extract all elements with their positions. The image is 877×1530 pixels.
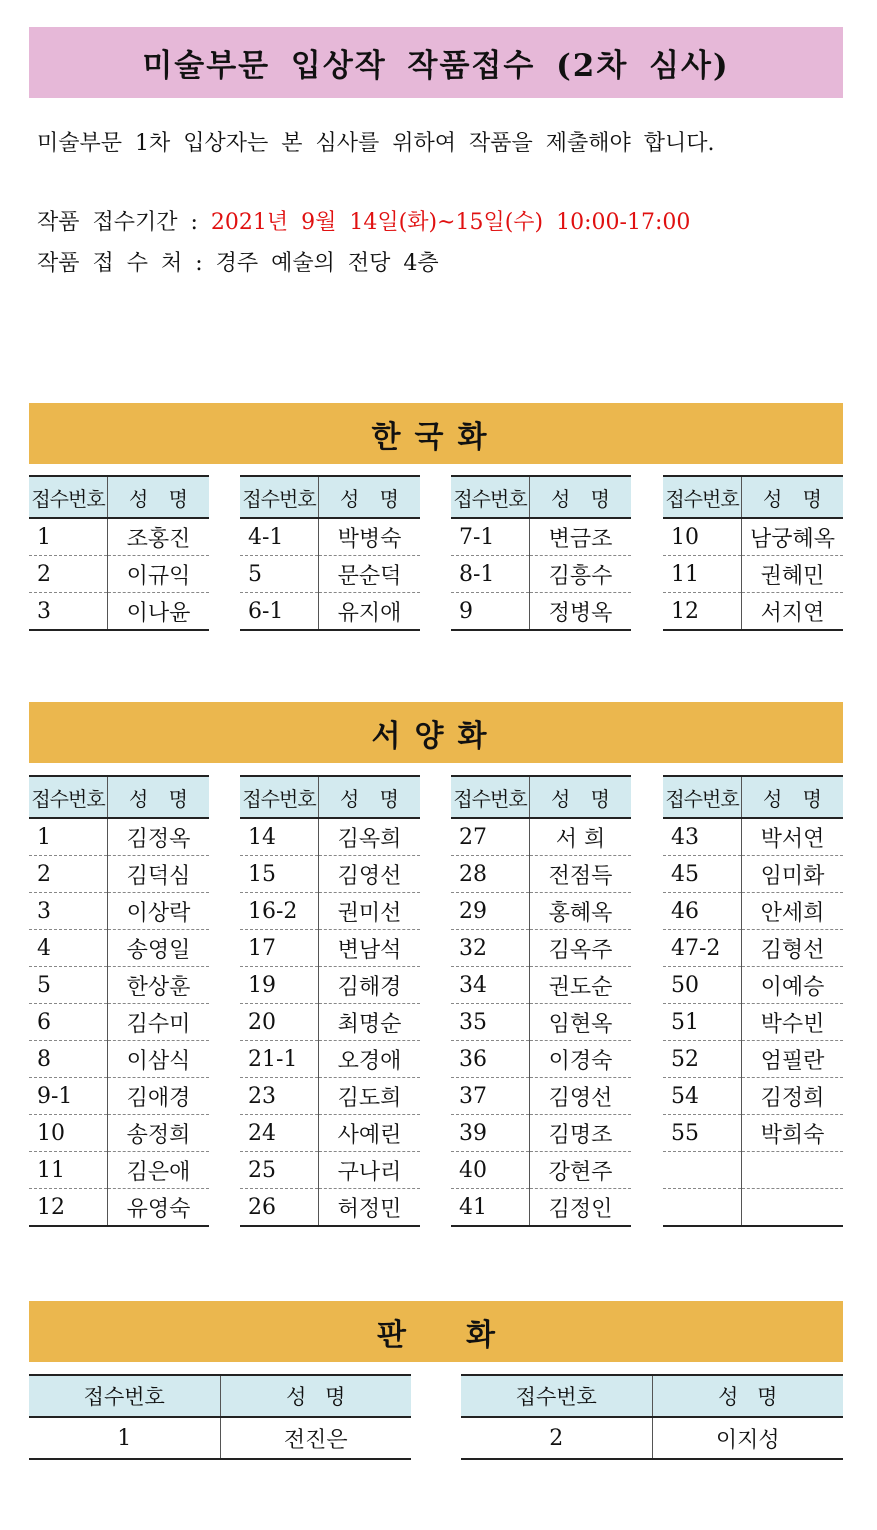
table-row xyxy=(451,593,631,631)
header-row xyxy=(451,476,631,518)
applicant-name: 김영선 xyxy=(319,856,421,893)
registration-number: 32 xyxy=(451,930,530,967)
applicant-name: 김흥수 xyxy=(530,556,632,593)
registration-number: 54 xyxy=(663,1078,742,1115)
applicant-name: 엄필란 xyxy=(742,1041,844,1078)
table-row xyxy=(240,856,420,893)
registration-number: 4 xyxy=(29,930,108,967)
registration-number: 9-1 xyxy=(29,1078,108,1115)
registration-number: 5 xyxy=(240,556,319,593)
number-header: 접수번호 xyxy=(461,1375,652,1417)
print-table-1 xyxy=(29,1374,411,1460)
table-row xyxy=(240,556,420,593)
registration-number: 1 xyxy=(29,1417,220,1459)
registration-number: 41 xyxy=(451,1189,530,1227)
name-header: 성 명 xyxy=(652,1375,843,1417)
applicant-name: 이삼식 xyxy=(108,1041,210,1078)
applicant-name: 강현주 xyxy=(530,1152,632,1189)
name-header: 성 명 xyxy=(108,776,210,818)
registration-number: 51 xyxy=(663,1004,742,1041)
applicant-name: 김정인 xyxy=(530,1189,632,1227)
applicant-name: 김애경 xyxy=(108,1078,210,1115)
table-row xyxy=(451,893,631,930)
table-row xyxy=(451,967,631,1004)
applicant-name: 허정민 xyxy=(319,1189,421,1227)
registration-number: 10 xyxy=(663,518,742,556)
registration-number: 6-1 xyxy=(240,593,319,631)
registration-number: 12 xyxy=(29,1189,108,1227)
applicant-name: 김명조 xyxy=(530,1115,632,1152)
table-row xyxy=(240,1189,420,1227)
registration-number: 3 xyxy=(29,593,108,631)
table-row xyxy=(663,818,843,856)
name-header: 성 명 xyxy=(220,1375,411,1417)
table-row xyxy=(663,1041,843,1078)
registration-number: 35 xyxy=(451,1004,530,1041)
applicant-name: 서지연 xyxy=(742,593,844,631)
table-row xyxy=(663,967,843,1004)
place-label: 작품 접 수 처 : xyxy=(37,251,216,276)
table-row xyxy=(29,856,209,893)
table-row xyxy=(451,1041,631,1078)
applicant-name: 한상훈 xyxy=(108,967,210,1004)
applicant-name: 조홍진 xyxy=(108,518,210,556)
name-header: 성 명 xyxy=(108,476,210,518)
table-row xyxy=(451,556,631,593)
applicant-name: 사예린 xyxy=(319,1115,421,1152)
table-row xyxy=(240,593,420,631)
registration-number: 2 xyxy=(29,856,108,893)
applicant-name: 서 희 xyxy=(530,818,632,856)
applicant-name: 권미선 xyxy=(319,893,421,930)
table-row xyxy=(240,1152,420,1189)
applicant-name: 이경숙 xyxy=(530,1041,632,1078)
registration-number: 26 xyxy=(240,1189,319,1227)
table-row xyxy=(663,1152,843,1189)
print-table-2 xyxy=(461,1374,843,1460)
western-table-2 xyxy=(240,775,420,1227)
registration-number: 28 xyxy=(451,856,530,893)
table-row xyxy=(663,593,843,631)
registration-number: 2 xyxy=(29,556,108,593)
registration-number: 11 xyxy=(663,556,742,593)
applicant-name: 전점득 xyxy=(530,856,632,893)
applicant-name: 박병숙 xyxy=(319,518,421,556)
header-row xyxy=(29,476,209,518)
applicant-name: 김해경 xyxy=(319,967,421,1004)
registration-number: 5 xyxy=(29,967,108,1004)
registration-number: 2 xyxy=(461,1417,652,1459)
table-row xyxy=(451,856,631,893)
western-table-4 xyxy=(663,775,843,1227)
table-row xyxy=(240,818,420,856)
table-row xyxy=(663,893,843,930)
section-title-korean: 한국화 xyxy=(29,403,843,464)
registration-number: 12 xyxy=(663,593,742,631)
applicant-name: 유지애 xyxy=(319,593,421,631)
name-header: 성 명 xyxy=(319,776,421,818)
applicant-name: 김옥희 xyxy=(319,818,421,856)
header-row xyxy=(663,776,843,818)
applicant-name: 홍혜옥 xyxy=(530,893,632,930)
number-header: 접수번호 xyxy=(240,776,319,818)
name-header: 성 명 xyxy=(742,476,844,518)
table-row xyxy=(451,1189,631,1227)
name-header: 성 명 xyxy=(742,776,844,818)
registration-number: 24 xyxy=(240,1115,319,1152)
name-header: 성 명 xyxy=(530,776,632,818)
applicant-name: 김은애 xyxy=(108,1152,210,1189)
table-row xyxy=(240,1078,420,1115)
table-row xyxy=(29,593,209,631)
applicant-name: 김정희 xyxy=(742,1078,844,1115)
western-table-1 xyxy=(29,775,209,1227)
notice-line: 미술부문 1차 입상자는 본 심사를 위하여 작품을 제출해야 합니다. xyxy=(37,131,715,156)
applicant-name: 임현옥 xyxy=(530,1004,632,1041)
period-label: 작품 접수기간 : xyxy=(37,210,211,235)
registration-number: 37 xyxy=(451,1078,530,1115)
table-row xyxy=(663,1078,843,1115)
table-row xyxy=(461,1417,843,1459)
applicant-name: 권혜민 xyxy=(742,556,844,593)
registration-number: 17 xyxy=(240,930,319,967)
applicant-name: 변남석 xyxy=(319,930,421,967)
place-line xyxy=(37,246,439,277)
number-header: 접수번호 xyxy=(663,776,742,818)
registration-number: 23 xyxy=(240,1078,319,1115)
registration-number: 20 xyxy=(240,1004,319,1041)
place-value: 경주 예술의 전당 4층 xyxy=(215,251,439,276)
korean-table-2 xyxy=(240,475,420,631)
section-title-western: 서양화 xyxy=(29,702,843,763)
header-row xyxy=(663,476,843,518)
korean-table-4 xyxy=(663,475,843,631)
applicant-name: 최명순 xyxy=(319,1004,421,1041)
applicant-name xyxy=(742,1152,844,1189)
applicant-name: 송정희 xyxy=(108,1115,210,1152)
header-row xyxy=(240,476,420,518)
table-row xyxy=(663,556,843,593)
table-row xyxy=(29,1004,209,1041)
applicant-name: 김옥주 xyxy=(530,930,632,967)
table-row xyxy=(663,1004,843,1041)
period-line xyxy=(37,205,690,236)
registration-number: 4-1 xyxy=(240,518,319,556)
registration-number: 1 xyxy=(29,518,108,556)
applicant-name: 오경애 xyxy=(319,1041,421,1078)
registration-number: 8 xyxy=(29,1041,108,1078)
table-row xyxy=(29,930,209,967)
table-row xyxy=(29,1115,209,1152)
table-row xyxy=(29,893,209,930)
table-row xyxy=(663,930,843,967)
applicant-name: 유영숙 xyxy=(108,1189,210,1227)
applicant-name: 김도희 xyxy=(319,1078,421,1115)
registration-number: 46 xyxy=(663,893,742,930)
applicant-name: 임미화 xyxy=(742,856,844,893)
table-row xyxy=(240,930,420,967)
applicant-name: 전진은 xyxy=(220,1417,411,1459)
applicant-name: 김수미 xyxy=(108,1004,210,1041)
applicant-name: 정병옥 xyxy=(530,593,632,631)
page-title: 미술부문 입상작 작품접수 (2차 심사) xyxy=(29,27,843,98)
table-row xyxy=(451,818,631,856)
table-row xyxy=(451,1078,631,1115)
registration-number: 29 xyxy=(451,893,530,930)
table-row xyxy=(451,518,631,556)
table-row xyxy=(240,893,420,930)
table-row xyxy=(663,518,843,556)
applicant-name: 문순덕 xyxy=(319,556,421,593)
table-row xyxy=(29,1152,209,1189)
applicant-name: 권도순 xyxy=(530,967,632,1004)
number-header: 접수번호 xyxy=(240,476,319,518)
name-header: 성 명 xyxy=(530,476,632,518)
registration-number: 21-1 xyxy=(240,1041,319,1078)
applicant-name: 남궁혜옥 xyxy=(742,518,844,556)
number-header: 접수번호 xyxy=(29,476,108,518)
registration-number: 7-1 xyxy=(451,518,530,556)
applicant-name: 구나리 xyxy=(319,1152,421,1189)
applicant-name: 이규익 xyxy=(108,556,210,593)
registration-number: 40 xyxy=(451,1152,530,1189)
applicant-name: 박희숙 xyxy=(742,1115,844,1152)
registration-number: 47-2 xyxy=(663,930,742,967)
registration-number: 8-1 xyxy=(451,556,530,593)
registration-number: 15 xyxy=(240,856,319,893)
number-header: 접수번호 xyxy=(451,776,530,818)
applicant-name: 박서연 xyxy=(742,818,844,856)
header-row xyxy=(461,1375,843,1417)
registration-number: 1 xyxy=(29,818,108,856)
applicant-name: 이예승 xyxy=(742,967,844,1004)
table-row xyxy=(451,1115,631,1152)
header-row xyxy=(29,776,209,818)
registration-number: 16-2 xyxy=(240,893,319,930)
name-header: 성 명 xyxy=(319,476,421,518)
applicant-name: 박수빈 xyxy=(742,1004,844,1041)
period-value: 2021년 9월 14일(화)~15일(수) 10:00-17:00 xyxy=(210,210,691,235)
applicant-name: 김영선 xyxy=(530,1078,632,1115)
registration-number: 27 xyxy=(451,818,530,856)
table-row xyxy=(240,1115,420,1152)
applicant-name: 송영일 xyxy=(108,930,210,967)
registration-number: 43 xyxy=(663,818,742,856)
number-header: 접수번호 xyxy=(29,776,108,818)
section-title-print: 판화 xyxy=(29,1301,843,1362)
registration-number xyxy=(663,1189,742,1227)
number-header: 접수번호 xyxy=(29,1375,220,1417)
registration-number: 55 xyxy=(663,1115,742,1152)
number-header: 접수번호 xyxy=(663,476,742,518)
korean-table-3 xyxy=(451,475,631,631)
registration-number: 45 xyxy=(663,856,742,893)
registration-number: 10 xyxy=(29,1115,108,1152)
western-table-3 xyxy=(451,775,631,1227)
table-row xyxy=(240,1004,420,1041)
applicant-name: 이나윤 xyxy=(108,593,210,631)
table-row xyxy=(29,1189,209,1227)
registration-number: 50 xyxy=(663,967,742,1004)
applicant-name: 김덕심 xyxy=(108,856,210,893)
registration-number: 9 xyxy=(451,593,530,631)
applicant-name: 변금조 xyxy=(530,518,632,556)
table-row xyxy=(240,518,420,556)
applicant-name: 이상락 xyxy=(108,893,210,930)
number-header: 접수번호 xyxy=(451,476,530,518)
table-row xyxy=(29,518,209,556)
registration-number: 11 xyxy=(29,1152,108,1189)
registration-number: 25 xyxy=(240,1152,319,1189)
table-row xyxy=(663,1189,843,1227)
table-row xyxy=(451,930,631,967)
table-row xyxy=(663,856,843,893)
table-row xyxy=(29,818,209,856)
applicant-name: 이지성 xyxy=(652,1417,843,1459)
korean-table-1 xyxy=(29,475,209,631)
table-row xyxy=(29,1041,209,1078)
table-row xyxy=(29,1078,209,1115)
applicant-name: 김형선 xyxy=(742,930,844,967)
registration-number: 52 xyxy=(663,1041,742,1078)
registration-number xyxy=(663,1152,742,1189)
registration-number: 39 xyxy=(451,1115,530,1152)
table-row xyxy=(451,1004,631,1041)
header-row xyxy=(451,776,631,818)
applicant-name xyxy=(742,1189,844,1227)
registration-number: 3 xyxy=(29,893,108,930)
registration-number: 6 xyxy=(29,1004,108,1041)
table-row xyxy=(29,967,209,1004)
registration-number: 19 xyxy=(240,967,319,1004)
applicant-name: 김정옥 xyxy=(108,818,210,856)
header-row xyxy=(240,776,420,818)
registration-number: 36 xyxy=(451,1041,530,1078)
table-row xyxy=(240,1041,420,1078)
table-row xyxy=(29,1417,411,1459)
header-row xyxy=(29,1375,411,1417)
table-row xyxy=(663,1115,843,1152)
table-row xyxy=(240,967,420,1004)
table-row xyxy=(29,556,209,593)
registration-number: 14 xyxy=(240,818,319,856)
table-row xyxy=(451,1152,631,1189)
applicant-name: 안세희 xyxy=(742,893,844,930)
registration-number: 34 xyxy=(451,967,530,1004)
